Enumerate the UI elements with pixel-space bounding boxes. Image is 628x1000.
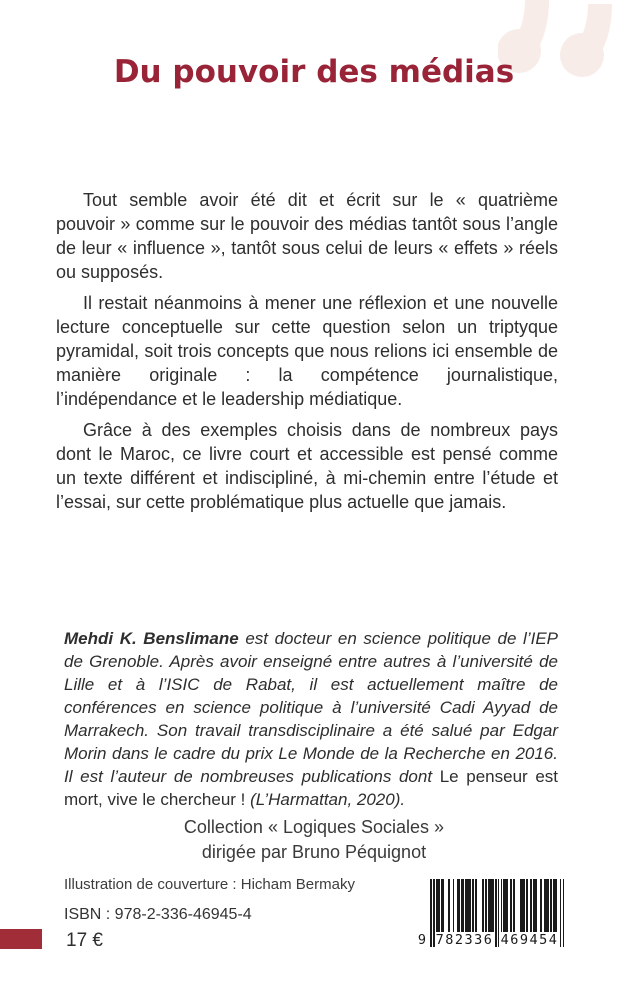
barcode-bar bbox=[530, 879, 532, 935]
author-name: Mehdi K. Benslimane bbox=[64, 629, 239, 648]
barcode-bar bbox=[430, 879, 432, 947]
barcode-bar bbox=[563, 879, 565, 947]
barcode-bar bbox=[544, 879, 549, 935]
bio-text-2: (L’Harmattan, 2020). bbox=[245, 790, 406, 809]
synopsis-paragraph-2: Il restait néanmoins à mener une réflexion et une nouvelle lecture conceptuelle sur cette question selon un triptyque pyramidal, soit trois concepts que nous relions ici ensemble de manière originale : la compétence journalistique, l’indépendance et le leadership médiatique. bbox=[56, 293, 558, 409]
barcode bbox=[417, 879, 566, 953]
barcode-bar bbox=[533, 879, 538, 935]
barcode-bar bbox=[560, 879, 562, 947]
barcode-bar bbox=[457, 879, 460, 935]
collection-info bbox=[0, 815, 628, 865]
barcode-bar bbox=[472, 879, 474, 935]
barcode-bar bbox=[526, 879, 528, 935]
barcode-bar bbox=[488, 879, 494, 935]
barcode-bar bbox=[436, 879, 441, 935]
barcode-bar bbox=[461, 879, 464, 935]
barcode-bar bbox=[482, 879, 484, 935]
barcode-bar bbox=[453, 879, 455, 935]
bio-text-1: est docteur en science politique de l’IEP de Grenoble. Après avoir enseigné entre autres à l’université de Lille et à l’ISIC de Rabat, il est actuellement maître de conférences en science politique à l’université Cadi Ayyad de Marrakech. Son travail transdisciplinaire a été salué par Edgar Morin dans le cadre du prix Le Monde de la Recherche en 2016. Il est l’auteur de nombreuses publications dont bbox=[64, 629, 559, 786]
barcode-bar bbox=[510, 879, 512, 935]
barcode-digit-first: 9 bbox=[417, 932, 427, 948]
barcode-bar bbox=[540, 879, 542, 935]
author-bio bbox=[64, 627, 558, 811]
barcode-bar bbox=[441, 879, 444, 935]
barcode-bar bbox=[503, 879, 508, 935]
barcode-digits-left: 782336 bbox=[435, 932, 494, 948]
barcode-digits-right: 469454 bbox=[500, 932, 559, 948]
barcode-bar bbox=[553, 879, 558, 935]
cover-illustration-credit: Illustration de couverture : Hicham Bermaky bbox=[64, 876, 355, 893]
collection-name: Collection « Logiques Sociales » bbox=[183, 817, 445, 837]
price: 17 € bbox=[66, 930, 103, 951]
barcode-bar bbox=[513, 879, 515, 935]
synopsis-paragraph-3: Grâce à des exemples choisis dans de nombreux pays dont le Maroc, ce livre court et accessible est pensé comme un texte différent et indiscipliné, à mi-chemin entre l’étude et l’essai, sur cette problématique plus actuelle que jamais. bbox=[56, 420, 558, 512]
synopsis bbox=[56, 188, 558, 521]
book-title: Du pouvoir des médias bbox=[113, 54, 515, 90]
isbn: ISBN : 978-2-336-46945-4 bbox=[64, 906, 252, 923]
collection-director: dirigée par Bruno Péquignot bbox=[201, 842, 427, 862]
barcode-bar bbox=[495, 879, 497, 947]
bio-cited-book-title: Le penseur est mort, vive le chercheur ! bbox=[64, 767, 559, 809]
barcode-bar bbox=[485, 879, 487, 935]
barcode-bar bbox=[475, 879, 477, 935]
barcode-bar bbox=[501, 879, 503, 935]
barcode-bar bbox=[465, 879, 471, 935]
red-spine-mark bbox=[0, 929, 42, 949]
barcode-bar bbox=[520, 879, 525, 935]
barcode-bar bbox=[448, 879, 450, 935]
barcode-bar bbox=[550, 879, 552, 935]
synopsis-paragraph-1: Tout semble avoir été dit et écrit sur le « quatrième pouvoir » comme sur le pouvoir des médias tantôt sous l’angle de leur « influence », tantôt sous celui de leurs « effets » réels ou supposés. bbox=[56, 190, 558, 282]
